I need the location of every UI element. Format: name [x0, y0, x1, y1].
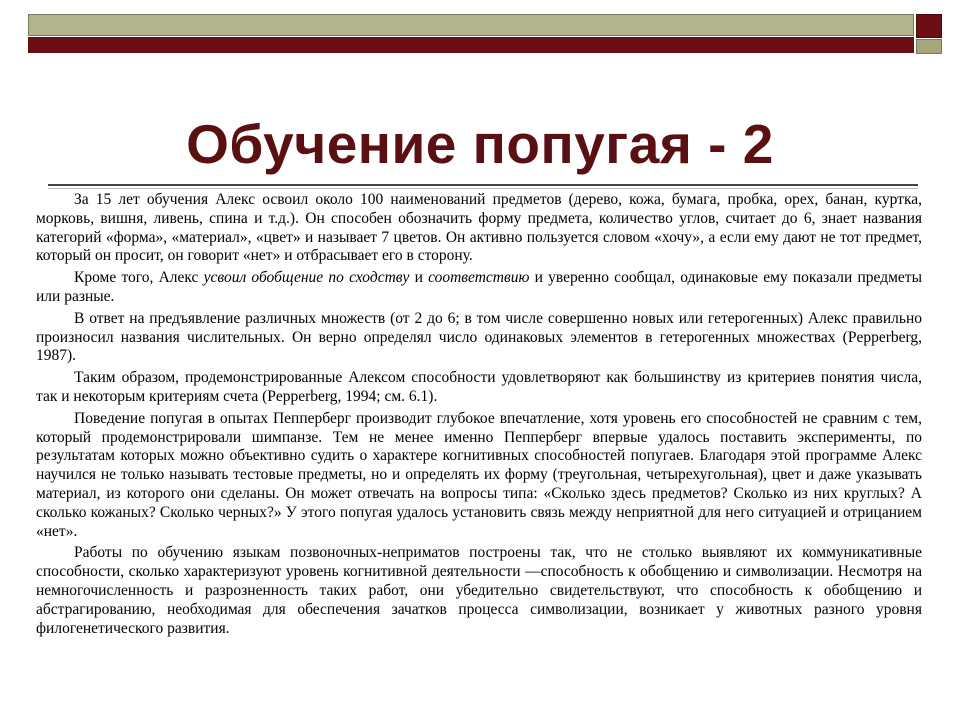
corner-block-light: [916, 39, 942, 54]
paragraph-2-part-1: Кроме того, Алекс: [74, 269, 204, 287]
paragraph-2-emphasis-2: соответствию: [428, 269, 530, 287]
paragraph-2-part-2: и: [409, 269, 429, 287]
header-bar-top: [28, 14, 914, 36]
paragraph-6: Работы по обучению языкам позвоночных-неприматов построены так, что не столько выявляют их коммуникативные способности, сколько характеризуют уровень когнитивной деятельности —способность к обобщению и символизации. Несмотря на немногочисленность и разрозненность таких работ, они убедительно свидетельствуют, что способность к обобщению и абстрагированию, необходимая для обеспечения зачатков процесса символизации, возникает у животных разного уровня филогенетического развития.: [36, 544, 922, 637]
title-divider-shadow: [48, 188, 918, 189]
corner-block-dark: [916, 14, 942, 38]
paragraph-2-emphasis-1: усвоил обобщение по сходству: [203, 269, 410, 287]
header-bar-strip: [28, 37, 914, 53]
paragraph-5: Поведение попугая в опытах Пепперберг производит глубокое впечатление, хотя уровень его способностей не сравним с тем, который продемонстрировали шимпанзе. Тем не менее именно Пепперберг впервые удалось поставить эксперименты, по результатам которых можно объективно судить о характере когнитивных способностей попугаев. Благодаря этой программе Алекс научился не только называть тестовые предметы, но и определять их форму (треугольная, четырехугольная), цвет и даже указывать материал, из которого они сделаны. Он может отвечать на вопросы типа: «Сколько здесь предметов? Сколько из них круглых? А сколько кожаных? Сколько черных?» У этого попугая удалось установить связь между неприятной для него ситуацией и отрицанием «нет».: [36, 409, 922, 540]
slide-body: [36, 191, 922, 641]
paragraph-2: [36, 269, 922, 307]
paragraph-3: В ответ на предъявление различных множеств (от 2 до 6; в том числе совершенно новых или гетерогенных) Алекс правильно произносил названия числительных. Он верно определял число одинаковых элементов в гетерогенных множествах (Pepperberg, 1987).: [36, 309, 922, 365]
paragraph-1: За 15 лет обучения Алекс освоил около 100 наименований предметов (дерево, кожа, бумага, пробка, орех, банан, куртка, морковь, вишня, ливень, спина и т.д.). Он способен обозначить форму предмета, количество углов, считает до 6, знает названия категорий «форма», «материал», «цвет» и называет 7 цветов. Он активно пользуется словом «хочу», а если ему дают не тот предмет, который он просит, он говорит «нет» и отбрасывает его в сторону.: [36, 191, 922, 265]
paragraph-2-part-3: и уверенно сообщал, одинаковые ему показали предметы или разные.: [36, 269, 922, 305]
title-divider: [48, 184, 918, 186]
slide-title: Обучение попугая - 2: [186, 113, 774, 175]
paragraph-4: Таким образом, продемонстрированные Алексом способности удовлетворяют как большинству из критериев понятия числа, так и некоторым критериям счета (Pepperberg, 1994; см. 6.1).: [36, 369, 922, 405]
